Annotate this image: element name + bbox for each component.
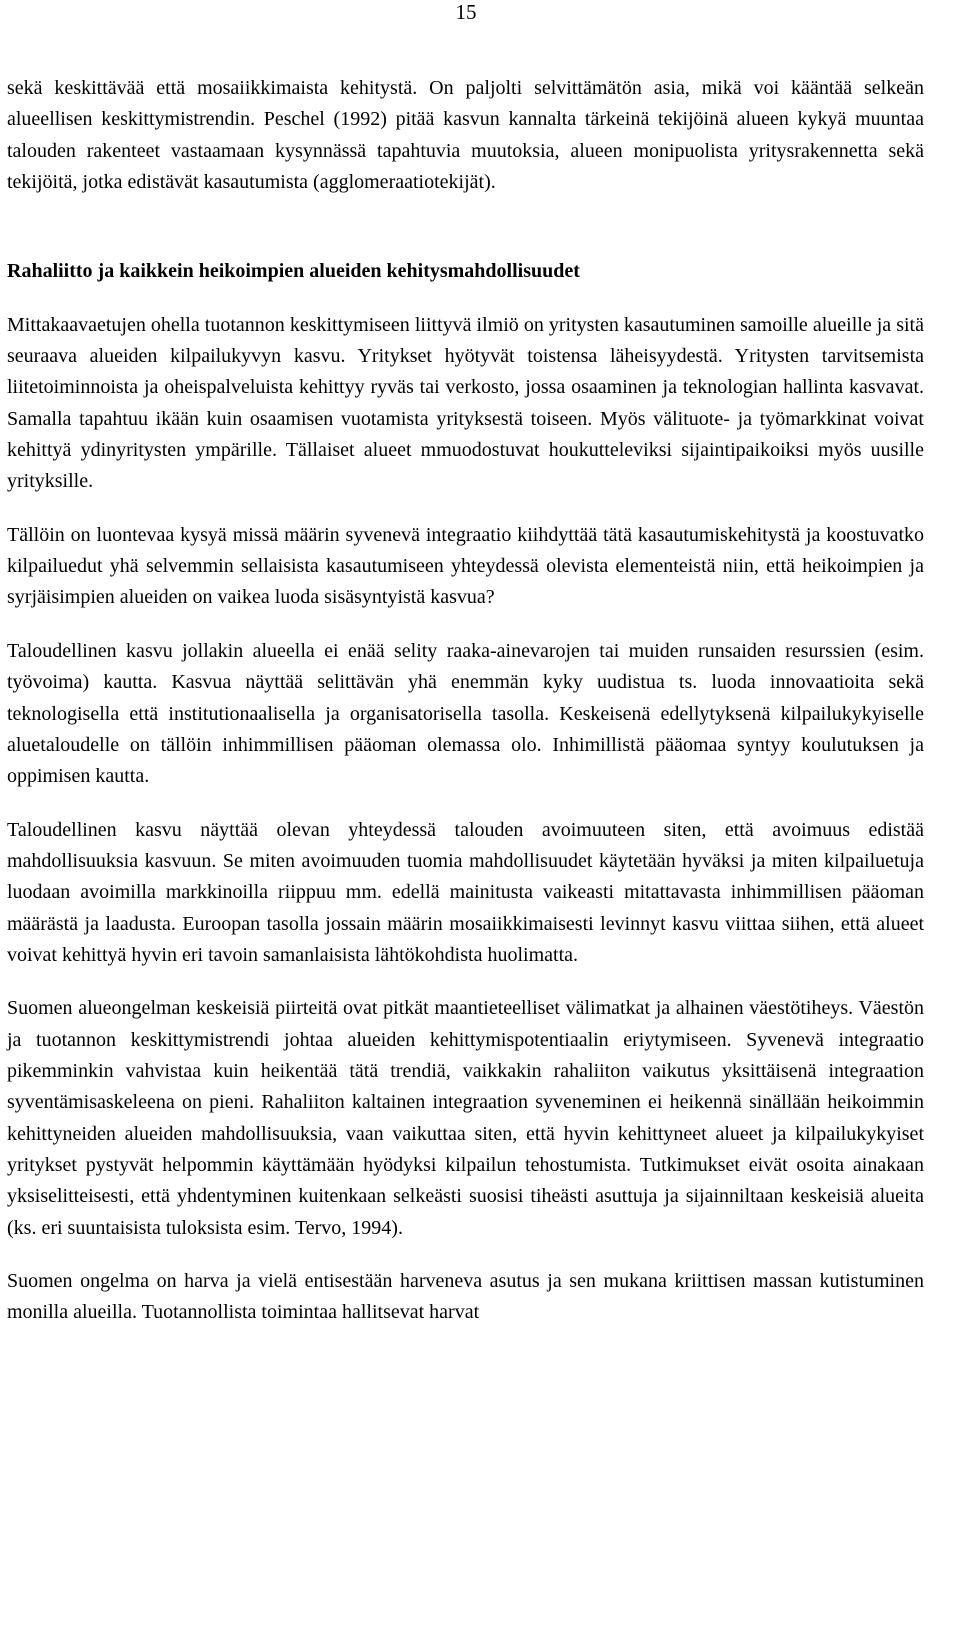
paragraph-finland-settlement: Suomen ongelma on harva ja vielä entisestään harveneva asutus ja sen mukana kriittisen massan kutistuminen monilla alueilla. Tuotannollista toimintaa hallitsevat harvat [7, 1270, 924, 1324]
document-body [7, 73, 924, 1329]
paragraph-clustering: Mittakaavaetujen ohella tuotannon keskittymiseen liittyvä ilmiö on yritysten kasautuminen samoille alueille ja sitä seuraava alueiden kilpailukyvyn kasvu. Yritykset hyötyvät toistensa läheisyydestä. Yritysten tarvitsemista liitetoiminnoista ja oheispalveluista kehittyy ryväs tai verkosto, jossa osaaminen ja teknologian hallinta kasvavat. Samalla tapahtuu ikään kuin osaamisen vuotamista yrityksestä toiseen. Myös välituote- ja työmarkkinat voivat kehittyä ydinyritysten ympärille. Tällaiset alueet mmuodostuvat houkutteleviksi sijaintipaikoiksi myös uusille yrityksille. [7, 313, 924, 493]
paragraph-growth-renewal: Taloudellinen kasvu jollakin alueella ei enää selity raaka-ainevarojen tai muiden runsaiden resurssien (esim. työvoima) kautta. Kasvua näyttää selittävän yhä enemmän kyky uudistua ts. luoda innovaatioita sekä teknologisella että institutionaalisella ja organisatorisella tasolla. Keskeisenä edellytyksenä kilpailukykyiselle aluetaloudelle on tällöin inhimmillisen pääoman olemassa olo. Inhimillistä pääomaa syntyy koulutuksen ja oppimisen kautta. [7, 639, 924, 788]
paragraph-openness: Taloudellinen kasvu näyttää olevan yhteydessä talouden avoimuuteen siten, että avoimuus edistää mahdollisuuksia kasvuun. Se miten avoimuuden tuomia mahdollisuudet käytetään hyväksi ja miten kilpailuetuja luodaan avoimilla markkinoilla riippuu mm. edellä mainitusta vaikeasti mitattavasta inhimmillisen pääoman määrästä ja laadusta. Euroopan tasolla jossain määrin mosaiikkimaisesti levinnyt kasvu viittaa siihen, että alueet voivat kehittyä hyvin eri tavoin samanlaisista lähtökohdista huolimatta. [7, 818, 924, 966]
paragraph-finland-regional-problem: Suomen alueongelman keskeisiä piirteitä ovat pitkät maantieteelliset välimatkat ja alhainen väestötiheys. Väestön ja tuotannon keskittymistrendi johtaa alueiden kehittymispotentiaalin eriytymiseen. Syvenevä integraatio pikemminkin vahvistaa kuin heikentää tätä trendiä, vaikkakin rahaliiton vaikutus yksittäisenä integraation syventämisaskeleena on pieni. Rahaliiton kaltainen integraation syveneminen ei heikennä sinällään heikoimmin kehittyneiden alueiden mahdollisuuksia, vaan vaikuttaa siten, että hyvin kehittyneet alueet ja kilpailukykyiset yritykset pystyvät helpommin käyttämään hyödyksi kilpailun tehostumista. Tutkimukset eivät osoita ainakaan yksiselitteisesti, että yhdentyminen kuitenkaan selkeästi suosisi tiheästi asuttuja ja sijainniltaan keskeisiä alueita (ks. eri suuntaisista tuloksista esim. Tervo, 1994). [7, 997, 924, 1239]
paragraph-intro: sekä keskittävää että mosaiikkimaista kehitystä. On paljolti selvittämätön asia, mikä voi kääntää selkeän alueellisen keskittymistrendin. Peschel (1992) pitää kasvun kannalta tärkeinä tekijöinä alueen kykyä muuntaa talouden rakenteet vastaamaan kysynnässä tapahtuvia muutoksia, alueen monipuolista yritysrakennetta sekä tekijöitä, jotka edistävät kasautumista (agglomeraatiotekijät). [7, 77, 924, 194]
paragraph-integration-question: Tällöin on luontevaa kysyä missä määrin syvenevä integraatio kiihdyttää tätä kasautumiskehitystä ja koostuvatko kilpailuedut yhä selvemmin sellaisista kasautumiseen yhteydessä olevista elementeistä niin, että heikoimpien ja syrjäisimpien alueiden on vaikea luoda sisäsyntyistä kasvua? [7, 523, 924, 609]
section-heading: Rahaliitto ja kaikkein heikoimpien alueiden kehitysmahdollisuudet [7, 260, 580, 283]
page-number: 15 [455, 0, 477, 24]
